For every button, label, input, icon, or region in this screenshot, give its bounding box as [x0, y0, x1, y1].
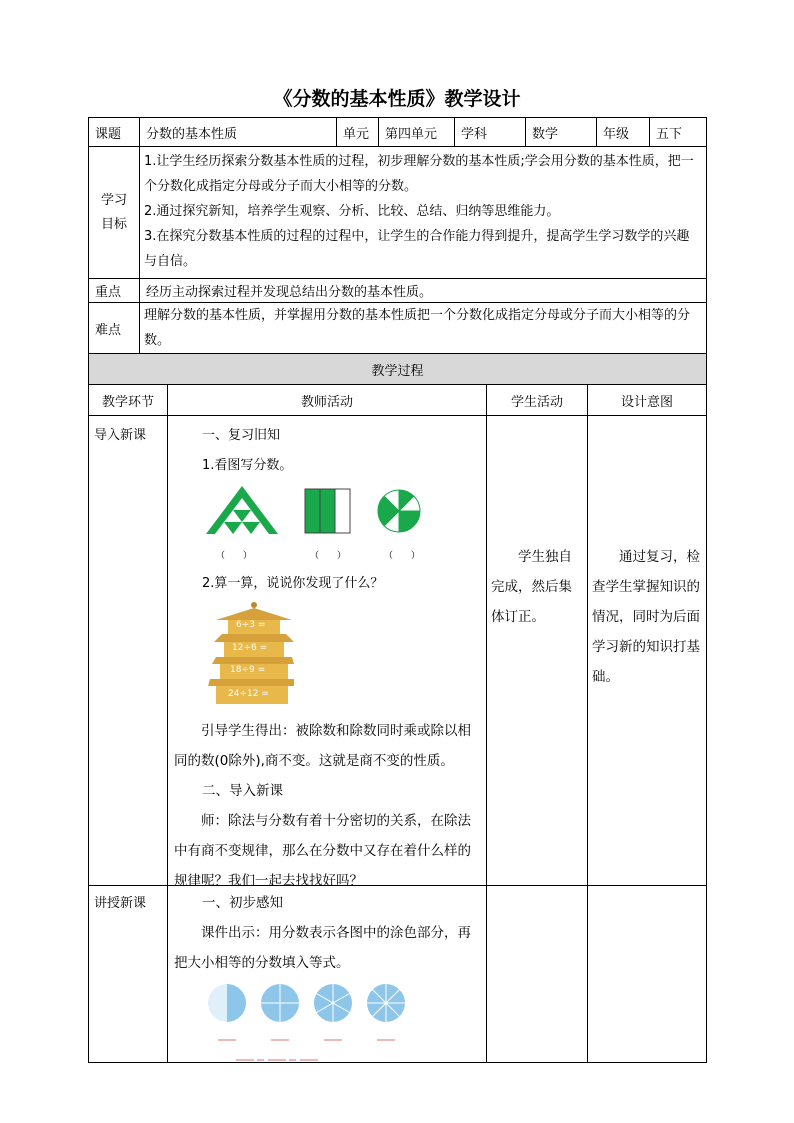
triangle-figure: [204, 484, 280, 536]
difficulty-label: 难点: [88, 302, 140, 354]
blank-3: （ ）: [384, 551, 421, 561]
goals-cell: [139, 146, 707, 279]
circle-figure: [376, 488, 422, 534]
circle-a-shaded: [227, 984, 246, 1022]
q1-text: 1.看图写分数。: [202, 458, 293, 473]
subject-label: 学科: [454, 117, 526, 147]
subject-value: 数学: [525, 117, 597, 147]
goal-2: 2.通过探究新知，培养学生观察、分析、比较、总结、归纳等思维能力。: [144, 204, 560, 219]
intro-heading: 二、导入新课: [202, 783, 283, 799]
goals-label-cell: [88, 146, 140, 279]
topic-value: 分数的基本性质: [139, 117, 337, 147]
grade-label: 年级: [596, 117, 650, 147]
stage-intro: 导入新课: [88, 415, 168, 886]
pagoda-top: [251, 602, 257, 608]
tower-eq-2: 12÷6 =: [232, 643, 268, 653]
circle-a-blank: [208, 984, 227, 1022]
col-teacher: 教师活动: [167, 384, 487, 416]
review-heading: 一、复习旧知: [202, 428, 281, 443]
conclusion-text: 引导学生得出：被除数和除数同时乘或除以相同的数(0除外),商不变。这就是商不变的性质。: [174, 723, 471, 769]
document-title: 《分数的基本性质》教学设计: [273, 88, 521, 110]
courseware-text: 课件出示：用分数表示各图中的涂色部分，再把大小相等的分数填入等式。: [174, 925, 471, 971]
lesson-plan-table: [88, 117, 707, 1063]
pagoda-roof-4: [208, 679, 294, 686]
intent-text: 通过复习，检查学生掌握知识的情况，同时为后面学习新的知识打基础。: [592, 549, 700, 685]
stage-new: 讲授新课: [88, 885, 168, 1063]
intent-intro: [587, 415, 707, 886]
col-intent: 设计意图: [587, 384, 707, 416]
q2-text: 2.算一算，说说你发现了什么？: [202, 576, 384, 591]
goals-label: 学习目标: [100, 192, 127, 232]
unit-label: 单元: [336, 117, 379, 147]
fraction-blanks: [218, 1040, 395, 1060]
col-stage: 教学环节: [88, 384, 168, 416]
topic-label: 课题: [88, 117, 140, 147]
circle-sixths: [314, 984, 352, 1022]
teacher-activity-new: [167, 885, 487, 1063]
goal-3: 3.在探究分数基本性质的过程的过程中，让学生的合作能力得到提升，提高学生学习数学的兴趣与自信。: [144, 229, 690, 269]
rectangle-figure: [304, 488, 352, 534]
tower-eq-4: 24÷12 =: [228, 689, 269, 699]
pagoda-roof-3: [212, 657, 294, 664]
student-activity-intro: [486, 415, 588, 886]
rect-part-2: [320, 489, 335, 533]
fraction-circles-figure: [206, 982, 416, 1066]
difficulty-text: 理解分数的基本性质，并掌握用分数的基本性质把一个分数化成指定分母或分子而大小相等的分数。: [139, 302, 707, 354]
circle-quarters: [261, 984, 299, 1022]
tower-eq-3: 18÷9 =: [230, 665, 266, 675]
tower-eq-1: 6÷3 =: [236, 620, 266, 630]
pagoda-roof-1: [216, 608, 292, 620]
intent-new: [587, 885, 707, 1063]
rect-part-1: [305, 489, 320, 533]
rect-part-3: [335, 489, 350, 533]
grade-value: 五下: [649, 117, 707, 147]
new-heading: 一、初步感知: [202, 895, 283, 911]
teacher-talk: 师：除法与分数有着十分密切的关系，在除法中有商不变规律，那么在分数中又存在着什么样的规律呢？我们一起去找找好吗？: [174, 813, 471, 889]
key-point-text: 经历主动探索过程并发现总结出分数的基本性质。: [139, 278, 707, 303]
col-student: 学生活动: [486, 384, 588, 416]
unit-value: 第四单元: [378, 117, 455, 147]
pagoda-roof-2: [214, 634, 294, 642]
circle-halves: [208, 984, 246, 1022]
student-activity-text: 学生独自完成，然后集体订正。: [491, 549, 572, 625]
key-point-label: 重点: [88, 278, 140, 303]
teacher-activity-intro: [167, 415, 487, 889]
blank-1: （ ）: [216, 551, 253, 561]
student-activity-new: [486, 885, 588, 1063]
circle-eighths: [367, 984, 405, 1022]
goal-1: 1.让学生经历探索分数基本性质的过程，初步理解分数的基本性质;学会用分数的基本性质，把一个分数化成指定分母或分子而大小相等的分数。: [144, 154, 694, 194]
process-header: 教学过程: [88, 353, 707, 385]
blank-2: （ ）: [310, 551, 347, 561]
